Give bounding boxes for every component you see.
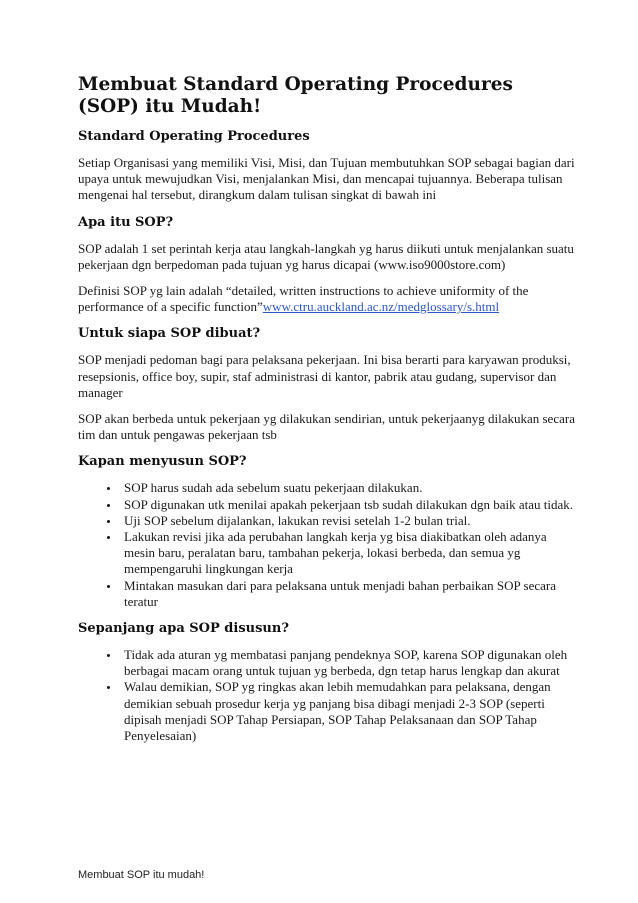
sop-definition-paragraph: SOP adalah 1 set perintah kerja atau langkah-langkah yg harus diikuti untuk menjalankan suatu pekerjaan dgn berpedoman pada tujuan yg harus dicapai (www.iso9000store.com) (78, 240, 574, 272)
length-list (78, 647, 578, 744)
list-item: • Walau demikian, SOP yg ringkas akan lebih memudahkan para pelaksana, dengan demikian sebuah prosedur kerja yg panjang bisa dibagi menjadi 2-3 SOP (seperti dipisah menjadi SOP Tahap Persiapan, SOP Tahap Pelaksanaan dan SOP Tahap Penyelesaian) (120, 679, 578, 744)
list-item: • Tidak ada aturan yg membatasi panjang pendeknya SOP, karena SOP digunakan oleh berbagai macam orang untuk tujuan yg berbeda, dgn tetap harus lengkap dan akurat (120, 647, 578, 679)
list-item: • Lakukan revisi jika ada perubahan langkah kerja yg bisa diakibatkan oleh adanya mesin baru, peralatan baru, tambahan pekerja, lokasi berbeda, dan semua yg mempengaruhi lingkungan kerja (120, 529, 578, 578)
list-item: • SOP harus sudah ada sebelum suatu pekerjaan dilakukan. (120, 480, 578, 496)
audience-paragraph: SOP menjadi pedoman bagi para pelaksana pekerjaan. Ini bisa berarti para karyawan produksi, resepsionis, office boy, supir, staf administrasi di kantor, pabrik atau gudang, supervisor dan manager (78, 352, 571, 400)
heading-kapan-menyusun: Kapan menyusun SOP? (78, 454, 247, 470)
document-title: Membuat Standard Operating Procedures (SOP) itu Mudah! (78, 74, 513, 117)
when-list (78, 480, 578, 610)
list-item: • Uji SOP sebelum dijalankan, lakukan revisi setelah 1-2 bulan trial. (120, 513, 578, 529)
glossary-link[interactable]: www.ctru.auckland.ac.nz/medglossary/s.html (262, 299, 500, 315)
intro-paragraph: Setiap Organisasi yang memiliki Visi, Misi, dan Tujuan membutuhkan SOP sebagai bagian dari upaya untuk mewujudkan Visi, menjalankan Misi, dan mencapai tujuannya. Beberapa tulisan mengenai hal tersebut, dirangkum dalam tulisan singkat di bawah ini (78, 155, 575, 203)
heading-sepanjang-apa: Sepanjang apa SOP disusun? (78, 621, 289, 637)
page-footer: Membuat SOP itu mudah! (78, 869, 205, 881)
heading-apa-itu-sop: Apa itu SOP? (78, 214, 174, 230)
document-page (78, 74, 578, 754)
heading-untuk-siapa: Untuk siapa SOP dibuat? (78, 326, 261, 342)
list-item: • Mintakan masukan dari para pelaksana untuk menjadi bahan perbaikan SOP secara teratur (120, 578, 578, 610)
alt-definition-text: Definisi SOP yg lain adalah “detailed, written instructions to achieve uniformity of the performance of a specific function” (78, 283, 529, 315)
list-item: • SOP digunakan utk menilai apakah pekerjaan tsb sudah dilakukan dgn baik atau tidak. (120, 497, 578, 513)
audience-difference-paragraph: SOP akan berbeda untuk pekerjaan yg dilakukan sendirian, untuk pekerjaanyg dilakukan secara tim dan untuk pengawas pekerjaan tsb (78, 411, 575, 443)
alt-definition-paragraph (78, 283, 578, 315)
heading-standard-operating-procedures: Standard Operating Procedures (78, 129, 310, 144)
